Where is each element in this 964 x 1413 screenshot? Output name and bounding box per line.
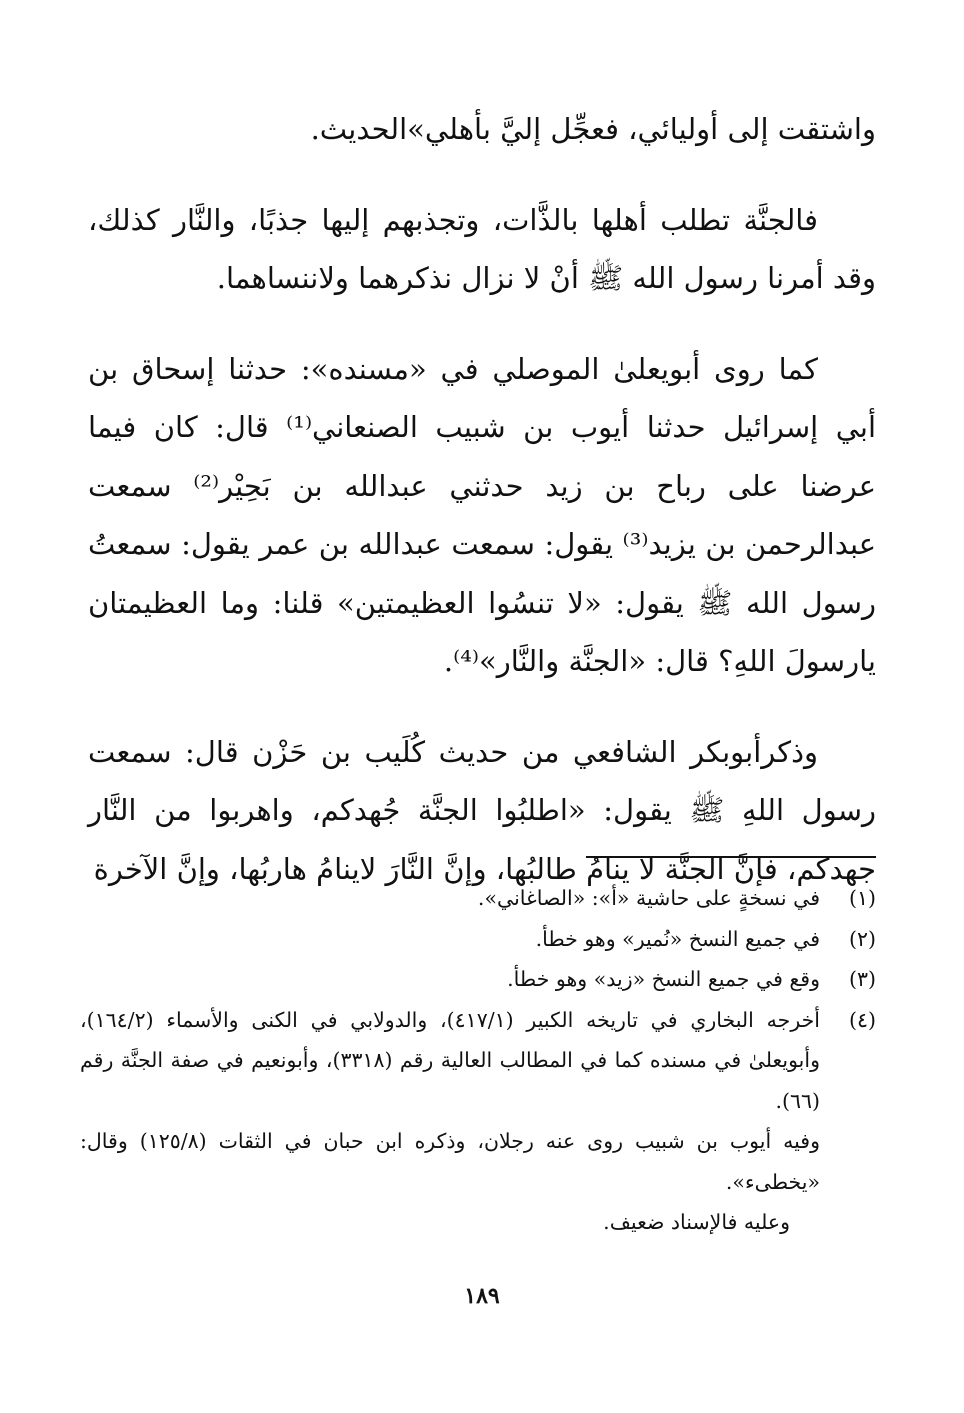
footnote-4-continuation: وفيه أيوب بن شبيب روى عنه رجلان، وذكره ابن حبان في الثقات (١٢٥/٨) وقال: «يخطىء». [80, 1129, 821, 1194]
main-text-block [88, 100, 876, 930]
paragraph-3: كما روى أبويعلىٰ الموصلي في «مسنده»: حدثنا إسحاق بن أبي إسرائيل حدثنا أيوب بن شبيب الصنعاني⁽¹⁾ قال: كان فيما عرضنا على رباح بن زيد حدثني عبدالله بن بَحِيْر⁽²⁾ سمعت عبدالرحمن بن يزيد⁽³⁾ يقول: سمعت عبدالله بن عمر يقول: سمعتُ رسول الله ﷺ يقول: «لا تنسُوا العظيمتين» قلنا: وما العظيمتان يارسولَ اللهِ؟ قال: «الجنَّة والنَّار»⁽⁴⁾. [88, 351, 876, 678]
paragraph-1: واشتقت إلى أوليائي، فعجِّل إليَّ بأهلي»الحديث. [310, 112, 876, 146]
page-number: ١٨٩ [464, 1283, 500, 1309]
main-text [88, 100, 876, 898]
footnote-text: في نسخةٍ على حاشية «أ»: «الصاغاني». [477, 886, 820, 910]
footnotes [80, 878, 876, 1243]
footnote-1 [80, 878, 876, 919]
footnote-number: (٤) [848, 1007, 876, 1032]
paragraph-4: وذكرأبوبكر الشافعي من حديث كُلَيب بن حَزْن قال: سمعت رسول اللهِ ﷺ يقول: «اطلبُوا الجنَّة جُهدكم، واهربوا من النَّار جهدكم، فإنَّ الجنَّة لا ينامُ طالبُها، وإنَّ النَّارَ لاينامُ هاربُها، وإنَّ الآخرة [88, 734, 876, 886]
footnote-text: أخرجه البخاري في تاريخه الكبير (٤١٧/١)، والدولابي في الكنى والأسماء (١٦٤/٢)، وأبويعلىٰ في مسنده كما في المطالب العالية رقم (٣٣١٨)، وأبونعيم في صفة الجنَّة رقم (٦٦). [80, 1007, 820, 1113]
footnote-number: (١) [848, 886, 876, 910]
footnote-4 [80, 1000, 876, 1122]
footnote-3 [80, 959, 876, 1000]
footnote-4-conclusion: وعليه فالإسناد ضعيف. [603, 1210, 790, 1234]
footnote-text: في جميع النسخ «نُمير» وهو خطأ. [535, 926, 820, 951]
footnote-text: وقع في جميع النسخ «زيد» وهو خطأ. [507, 967, 820, 991]
footnote-divider [586, 856, 876, 858]
paragraph-2: فالجنَّة تطلب أهلها بالذَّات، وتجذبهم إليها جذبًا، والنَّار كذلك، وقد أمرنا رسول الله ﷺ أنْ لا نزال نذكرهما ولاننساهما. [88, 202, 876, 295]
footnote-2 [80, 919, 876, 960]
footnote-number: (٣) [848, 967, 876, 991]
footnote-number: (٢) [848, 926, 876, 951]
